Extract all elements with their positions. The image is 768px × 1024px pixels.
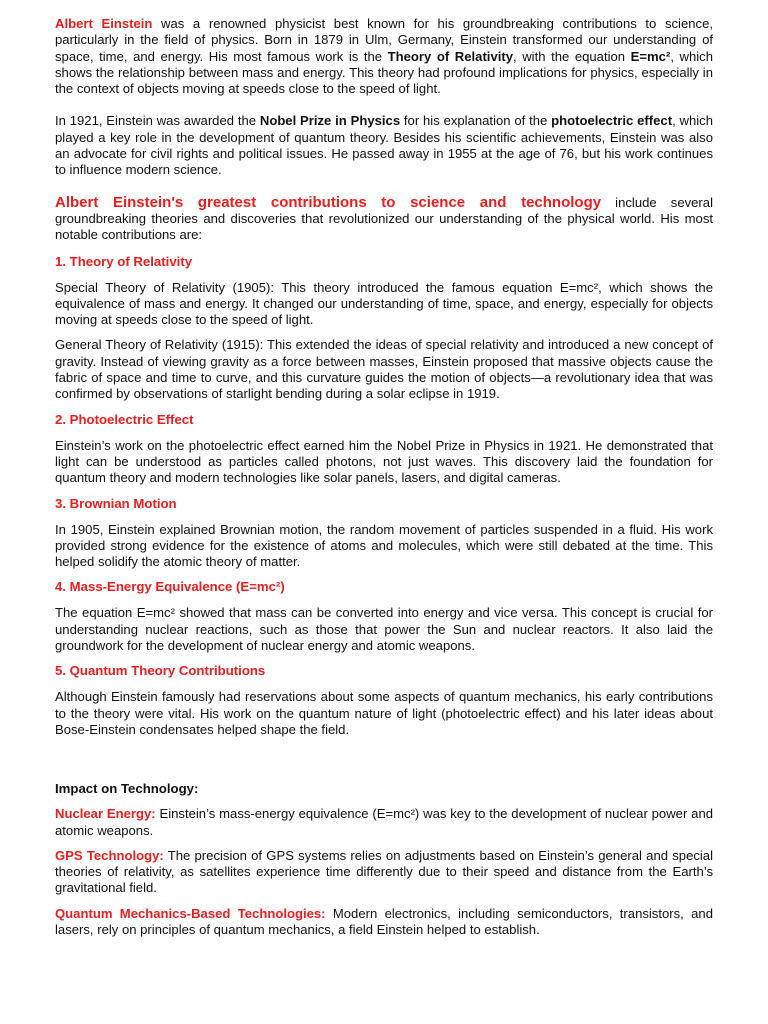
impact-item-nuclear-energy: [55, 806, 713, 839]
intro-text-3: , which shows the relationship between mass and energy. This theory had profound implications for physics, especially in the context of objects moving at speeds close to the speed of light.: [55, 48, 713, 97]
intro-theory-bold: Theory of Relativity: [387, 48, 514, 64]
intro-text-1: was a renowned physicist best known for his groundbreaking contributions to science, particularly in the field of physics. Born in 1879 in Ulm, Germany, Einstein transformed our understanding of space, time, and energy. His most famous work is the: [55, 16, 713, 64]
nobel-text-2: for his explanation of the: [400, 113, 552, 129]
section-spacer: [55, 747, 713, 781]
intro-text-2: , with the equation: [513, 48, 631, 64]
section-heading: 3. Brownian Motion: [55, 495, 177, 511]
intro-name-highlight: Albert Einstein: [55, 16, 153, 31]
impact-item-gps: [55, 848, 713, 897]
section-brownian-motion: [55, 496, 713, 571]
section-theory-of-relativity: [55, 254, 713, 403]
impact-item-quantum-tech: [55, 906, 713, 939]
section-mass-energy-equivalence: [55, 579, 713, 654]
nobel-text-1: In 1921, Einstein was awarded the: [55, 113, 260, 129]
nobel-text-3: , which played a key role in the development of quantum theory. Besides his scientific achievements, Einstein was also an advocate for civil rights and political issues. He passed away in 1955 at the age of 76, but his work continues to influence modern science.: [55, 113, 713, 178]
intro-equation-bold: E=mc²: [630, 48, 671, 64]
section-paragraph: Although Einstein famously had reservations about some aspects of quantum mechanics, his early contributions to the theory were vital. His work on the quantum nature of light (photoelectric effect) and his later ideas about Bose-Einstein condensates helped shape the field.: [55, 689, 713, 737]
impact-item-text: The precision of GPS systems relies on adjustments based on Einstein’s general and special theories of relativity, as satellites experience time differently due to their speed and distance from the Earth’s gravitational field.: [55, 847, 713, 896]
impact-item-label: GPS Technology:: [55, 847, 164, 863]
nobel-prize-bold: Nobel Prize in Physics: [259, 113, 401, 129]
impact-title: Impact on Technology:: [55, 781, 199, 797]
impact-item-text: Einstein’s mass-energy equivalence (E=mc²) was key to the development of nuclear power and atomic weapons.: [55, 806, 714, 838]
section-paragraph: Einstein’s work on the photoelectric effect earned him the Nobel Prize in Physics in 1921. He demonstrated that light can be understood as particles called photons, not just waves. This discovery laid the foundation for quantum theory and modern technologies like solar panels, lasers, and digital cameras.: [55, 437, 713, 486]
intro-paragraph: [55, 16, 713, 97]
nobel-paragraph: [55, 113, 713, 178]
section-photoelectric-effect: [55, 412, 713, 487]
section-paragraph: General Theory of Relativity (1915): This extended the ideas of special relativity and introduced a new concept of gravity. Instead of viewing gravity as a force between masses, Einstein proposed that massive objects cause the fabric of space and time to curve, and this curvature guides the motion of objects—a revolutionary idea that was confirmed by observations of starlight bending during a solar eclipse in 1919.: [55, 337, 713, 402]
contributions-lead-paragraph: [55, 195, 713, 244]
photoelectric-effect-bold: photoelectric effect: [551, 113, 673, 129]
impact-item-label: Quantum Mechanics-Based Technologies:: [55, 905, 326, 921]
section-paragraph: In 1905, Einstein explained Brownian motion, the random movement of particles suspended in a fluid. His work provided strong evidence for the existence of atoms and molecules, which were still debated at the time. This helped solidify the atomic theory of matter.: [55, 521, 713, 570]
impact-section: [55, 781, 713, 938]
section-heading: 1. Theory of Relativity: [55, 253, 193, 269]
section-paragraph: Special Theory of Relativity (1905): This theory introduced the famous equation E=mc², which shows the equivalence of mass and energy. It changed our understanding of time, space, and energy, especially for objects moving at speeds close to the speed of light.: [55, 279, 713, 328]
impact-item-label: Nuclear Energy:: [55, 806, 156, 822]
section-quantum-theory: [55, 663, 713, 738]
section-heading: 2. Photoelectric Effect: [55, 411, 194, 427]
section-heading: 5. Quantum Theory Contributions: [55, 663, 266, 679]
contributions-lead-text: include several groundbreaking theories and discoveries that revolutionized our understanding of the physical world. His most notable contributions are:: [55, 194, 713, 243]
section-paragraph: The equation E=mc² showed that mass can be converted into energy and vice versa. This concept is crucial for understanding nuclear reactions, such as those that power the Sun and nuclear reactors. It also laid the groundwork for the development of nuclear energy and atomic weapons.: [55, 605, 713, 654]
impact-item-text: Modern electronics, including semiconductors, transistors, and lasers, rely on principles of quantum mechanics, a field Einstein helped to establish.: [55, 905, 713, 937]
section-heading: 4. Mass-Energy Equivalence (E=mc²): [55, 579, 285, 595]
contributions-lead-highlight: Albert Einstein's greatest contributions to science and technology: [55, 193, 602, 211]
